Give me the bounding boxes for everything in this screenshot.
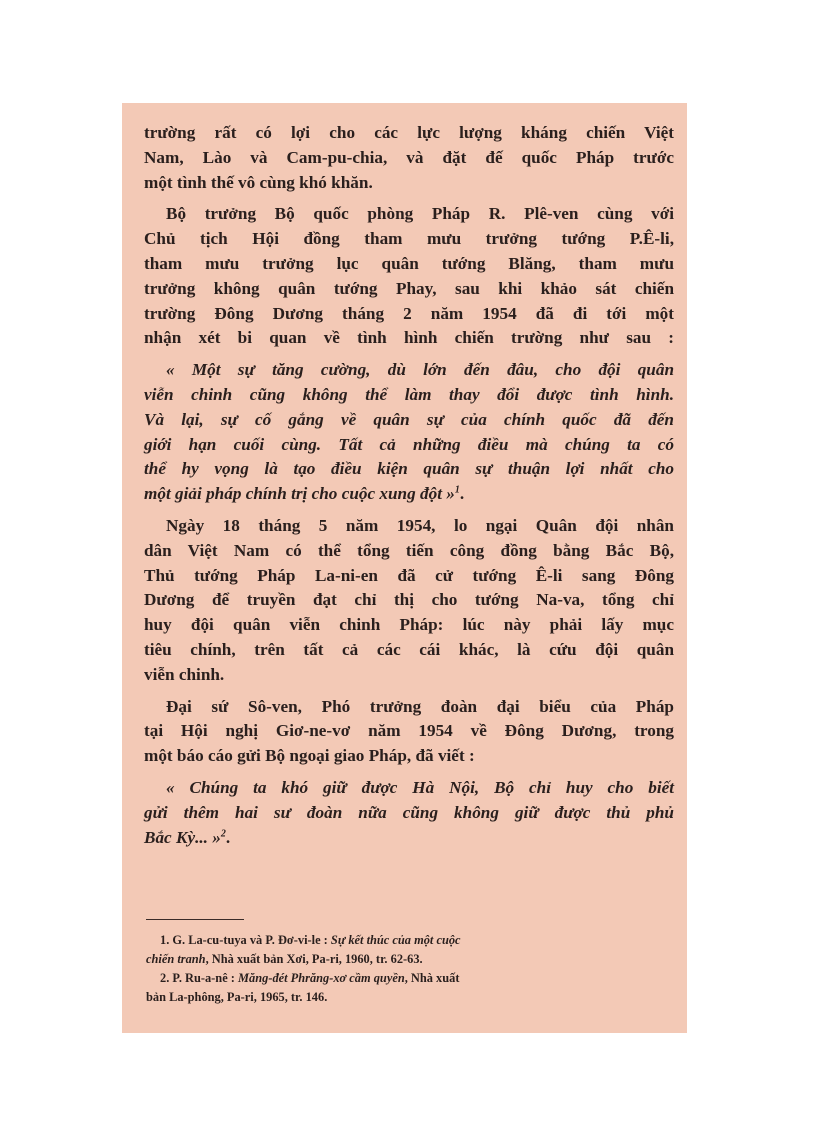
footnote-title: Măng-đét Phrăng-xơ cầm quyền: [238, 971, 405, 985]
footnotes: [146, 931, 672, 1007]
paragraph-3: [144, 514, 674, 688]
footnote-2: [146, 969, 672, 1007]
text-line: viễn chinh cũng không thể làm thay đổi được tình hình.: [144, 384, 674, 404]
footnote-publisher: , Nhà xuất bản Xơi, Pa-ri, 1960, tr. 62-63.: [205, 952, 423, 966]
footnote-divider: [146, 919, 244, 920]
footnote-publisher: , Nhà xuất: [404, 971, 460, 985]
text-line: Và lại, sự cố gắng về quân sự của chính quốc đã đến: [144, 409, 674, 429]
footnote-ref-2: 2: [220, 827, 226, 839]
text-line: Thủ tướng Pháp La-ni-en đã cử tướng Ê-li sang Đông: [144, 565, 674, 585]
footnote-ref-1: 1: [454, 484, 460, 496]
quote-1: [144, 358, 674, 507]
text-line: tiêu chính, trên tất cả các cái khác, là cứu đội quân: [144, 639, 674, 659]
text-line: Nam, Lào và Cam-pu-chia, và đặt đế quốc Pháp trước: [144, 147, 674, 167]
quote-2: [144, 776, 674, 850]
quote-tail: .: [459, 484, 465, 504]
text-line: viễn chinh.: [144, 664, 225, 684]
book-page: [122, 103, 687, 1033]
paragraph-1: [144, 121, 674, 195]
text-line: « Một sự tăng cường, dù lớn đến đâu, cho đội quân: [166, 360, 674, 380]
text-line: giới hạn cuối cùng. Tất cả những điều mà chúng ta có: [144, 434, 674, 454]
paragraph-2: [144, 202, 674, 351]
text-line: Đại sứ Sô-ven, Phó trưởng đoàn đại biểu của Pháp: [166, 696, 674, 716]
text-line: tại Hội nghị Giơ-ne-vơ năm 1954 về Đông Dương, trong: [144, 721, 674, 741]
text-line: một báo cáo gửi Bộ ngoại giao Pháp, đã viết :: [144, 746, 475, 766]
text-line: « Chúng ta khó giữ được Hà Nội, Bộ chỉ huy cho biết: [166, 777, 674, 797]
footnote-title: Sự kết thúc của một cuộc: [330, 933, 461, 947]
footnote-line: [146, 950, 672, 969]
text-line: trưởng không quân tướng Phay, sau khi khảo sát chiến: [144, 278, 674, 298]
text-line: Ngày 18 tháng 5 năm 1954, lo ngại Quân đội nhân: [166, 515, 674, 535]
footnote-line: [160, 931, 672, 950]
body-text: [144, 121, 674, 850]
text-line: thể hy vọng là tạo điều kiện quân sự thuận lợi nhất cho: [144, 459, 674, 479]
text-line: gửi thêm hai sư đoàn nữa cũng không giữ được thủ phủ: [144, 802, 674, 822]
text-line: trường Đông Dương tháng 2 năm 1954 đã đi tới một: [144, 303, 674, 323]
footnote-line: bản La-phông, Pa-ri, 1965, tr. 146.: [146, 990, 328, 1004]
text-line: [144, 482, 674, 507]
paragraph-4: [144, 695, 674, 769]
text-line: Dương để truyền đạt chỉ thị cho tướng Na-va, tổng chỉ: [144, 590, 674, 610]
quote-end-text: một giải pháp chính trị cho cuộc xung đột »: [144, 484, 455, 504]
quote-end-text: Bắc Kỳ... »: [144, 827, 221, 847]
text-line: Chủ tịch Hội đồng tham mưu trưởng tướng P.Ê-li,: [144, 229, 674, 249]
footnote-author: 2. P. Ru-a-nê :: [160, 971, 239, 985]
text-line: dân Việt Nam có thể tổng tiến công đồng bằng Bắc Bộ,: [144, 540, 674, 560]
text-line: một tình thế vô cùng khó khăn.: [144, 172, 373, 192]
text-line: [144, 826, 674, 851]
footnote-line: [160, 969, 672, 988]
text-line: tham mưu trưởng lục quân tướng Blăng, tham mưu: [144, 253, 674, 273]
text-line: Bộ trưởng Bộ quốc phòng Pháp R. Plê-ven cùng với: [166, 204, 674, 224]
footnote-author: 1. G. La-cu-tuya và P. Đơ-vi-le :: [160, 933, 331, 947]
quote-tail: .: [225, 827, 231, 847]
text-line: trường rất có lợi cho các lực lượng kháng chiến Việt: [144, 123, 674, 142]
text-line: nhận xét bi quan về tình hình chiến trường như sau :: [144, 328, 674, 348]
text-line: huy đội quân viễn chinh Pháp: lúc này phải lấy mục: [144, 615, 674, 635]
footnote-1: [146, 931, 672, 969]
footnote-title: chiến tranh: [146, 952, 206, 966]
